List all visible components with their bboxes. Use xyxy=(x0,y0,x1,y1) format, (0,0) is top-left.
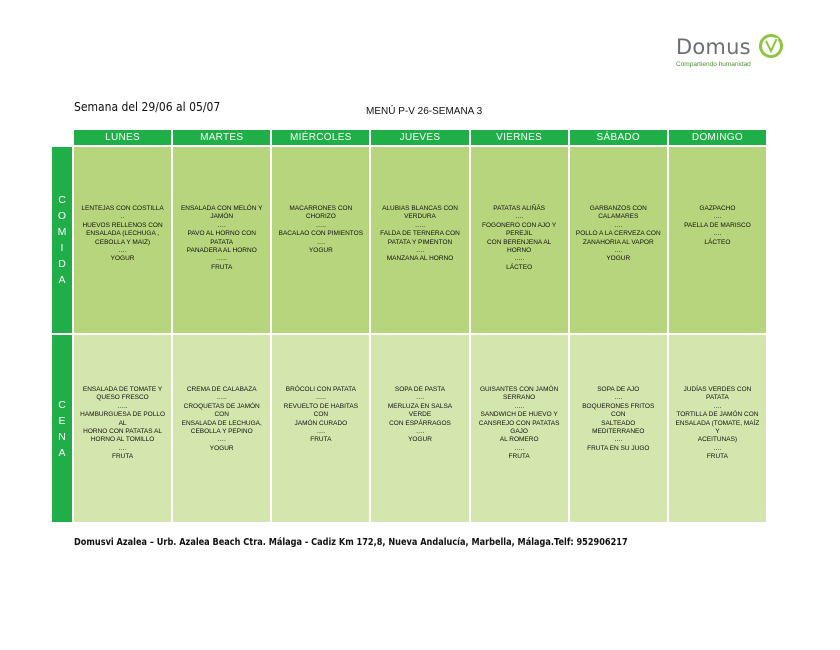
menu-line: SERRANO xyxy=(503,394,536,402)
menu-line: ….. xyxy=(514,255,525,263)
menu-line: ….. xyxy=(216,255,227,263)
menu-line: CANSREJO CON PATATAS GAJO xyxy=(478,419,560,436)
meal-label-letter: M xyxy=(57,226,67,238)
logo-tagline: Compartiendo humanidad xyxy=(676,61,751,68)
menu-cell xyxy=(74,335,171,522)
day-header: MIÉRCOLES xyxy=(272,130,369,145)
table-corner xyxy=(52,130,72,145)
day-header: MARTES xyxy=(173,130,270,145)
menu-line: YOGUR xyxy=(606,255,631,263)
day-header: JUEVES xyxy=(371,130,468,145)
menu-line: FRUTA EN SU JUGO xyxy=(587,444,650,452)
menu-line: POLLO A LA CERVEZA CON xyxy=(575,230,661,238)
menu-line: ….. xyxy=(216,394,227,402)
meal-label-letter: C xyxy=(58,194,66,206)
menu-line: …. xyxy=(514,213,524,221)
menu-line: …. xyxy=(614,394,623,402)
menu-line: …. xyxy=(713,402,722,410)
menu-line: JAMÓN CURADO xyxy=(294,419,348,427)
menu-line: GUISANTES CON JAMÓN xyxy=(479,386,559,393)
footer-address: Domusvi Azalea – Urb. Azalea Beach Ctra. Málaga - Cadiz Km 172,8, Nueva Andalucía, Marbella, Málaga.Telf: 952906217 xyxy=(74,537,628,548)
menu-line: JAMÓN xyxy=(210,213,234,221)
day-header: VIERNES xyxy=(471,130,568,145)
meal-label-cena xyxy=(52,335,72,522)
menu-line: HAMBURGUESA DE POLLO AL xyxy=(80,411,166,427)
meal-label-letter: E xyxy=(58,414,66,427)
menu-line: TORTILLA DE JAMÓN CON xyxy=(676,411,759,419)
menu-line: ENSALADA DE LECHUGA, xyxy=(181,419,262,427)
menu-line: MERLUZA EN SALSA VERDE xyxy=(387,402,453,419)
menu-cell xyxy=(371,147,468,333)
menu-line: JUDÍAS VERDES CON PATATA xyxy=(683,386,752,402)
menu-line: PAVO AL HORNO CON PATATA xyxy=(187,230,256,246)
menu-line: FALDA DE TERNERA CON xyxy=(380,230,460,238)
menu-line: MACARRONES CON CHORIZO xyxy=(289,205,353,221)
menu-line: AL ROMERO xyxy=(499,436,539,444)
menu-cell xyxy=(371,335,468,522)
menu-line: …. xyxy=(415,247,425,255)
menu-line: …. xyxy=(614,247,623,255)
menu-line: CALAMARES xyxy=(598,213,639,221)
menu-cell xyxy=(570,147,667,333)
menu-line: LÁCTEO xyxy=(506,263,533,271)
menu-line: YOGUR xyxy=(308,247,333,255)
menu-line: BACALAO CON PIMIENTOS xyxy=(278,230,364,238)
menu-line: …. xyxy=(217,221,226,229)
menu-line: FRUTA xyxy=(111,453,134,461)
menu-line: CON ESPÁRRAGOS xyxy=(389,419,451,427)
menu-line: SANDWICH DE HUEVO Y xyxy=(480,411,558,419)
menu-cell xyxy=(173,335,270,522)
menu-line: FRUTA xyxy=(508,453,530,461)
menu-line: FOGONERO CON AJO Y PEREJIL xyxy=(481,221,557,238)
menu-line: PANADERA AL HORNO xyxy=(186,247,257,255)
menu-line: FRUTA xyxy=(706,453,729,461)
menu-line: …. xyxy=(217,436,226,444)
menu-line: REVUELTO DE HABITAS CON xyxy=(283,402,359,419)
menu-cell xyxy=(272,335,369,522)
menu-line: FRUTA xyxy=(310,436,332,444)
meal-label-letter: A xyxy=(58,446,66,459)
menu-line: ….. xyxy=(117,402,128,410)
menu-line: ACEITUNAS) xyxy=(697,436,738,444)
menu-line: ZANAHORIA AL VAPOR xyxy=(582,238,654,246)
menu-line: SOPA DE PASTA xyxy=(394,386,446,393)
day-header: SÁBADO xyxy=(570,130,667,145)
menu-line: CEBOLLA Y PEPINO xyxy=(190,428,253,436)
menu-line: PAELLA DE MARISCO xyxy=(684,221,751,229)
menu-line: YOGUR xyxy=(408,436,432,444)
menu-cell xyxy=(173,147,270,333)
menu-line: MANZANA AL HORNO xyxy=(386,255,454,263)
menu-line: …. xyxy=(316,238,325,246)
menu-line: LENTEJAS CON COSTILLA xyxy=(81,205,164,212)
menu-cell xyxy=(272,147,369,333)
menu-cell xyxy=(669,335,766,522)
menu-line: FRUTA xyxy=(211,263,233,271)
day-header: LUNES xyxy=(74,130,171,145)
menu-line: QUESO FRESCO xyxy=(96,394,149,402)
menu-line: VERDURA xyxy=(404,213,436,221)
menu-line: ….. xyxy=(414,221,426,229)
menu-cell xyxy=(471,147,568,333)
menu-line: …. xyxy=(415,394,425,402)
meal-label-letter: I xyxy=(60,242,64,254)
menu-table xyxy=(52,130,766,522)
menu-line: …. xyxy=(713,213,722,221)
menu-cell xyxy=(669,147,766,333)
menu-cell xyxy=(570,335,667,522)
menu-line: …. xyxy=(614,221,623,229)
menu-title: MENÚ P-V 26-SEMANA 3 xyxy=(366,106,483,117)
day-header: DOMINGO xyxy=(669,130,766,145)
meal-label-letter: A xyxy=(58,274,66,286)
domusvi-logo xyxy=(676,33,796,73)
menu-line: ENSALADA (TOMATE, MAÍZ Y xyxy=(675,419,760,436)
menu-line: CROQUETAS DE JAMÓN CON xyxy=(183,402,260,419)
menu-line: …. xyxy=(118,247,127,255)
menu-line: …. xyxy=(713,230,722,238)
meal-label-letter: O xyxy=(57,210,67,222)
week-label: Semana del 29/06 al 05/07 xyxy=(74,100,221,114)
menu-line: YOGUR xyxy=(110,255,135,263)
menu-line: HORNO CON PATATAS AL xyxy=(83,428,162,436)
meal-label-letter: C xyxy=(58,398,66,411)
menu-line: LÁCTEO xyxy=(704,238,731,246)
menu-line: PATATAS ALIÑÁS xyxy=(493,205,546,212)
menu-line: …. xyxy=(614,436,623,444)
menu-cell xyxy=(471,335,568,522)
menu-line: BOQUERONES FRITOS CON xyxy=(582,402,655,419)
menu-line: …. xyxy=(316,428,325,436)
menu-line: ENSALADA DE TOMATE Y xyxy=(82,386,163,393)
menu-line: ….. xyxy=(315,394,326,402)
menu-line: CREMA DE CALABAZA xyxy=(186,386,257,393)
menu-line: HUEVOS RELLENOS CON xyxy=(82,221,163,229)
menu-cell xyxy=(74,147,171,333)
menu-line: CON BERENJENA AL HORNO xyxy=(486,238,552,255)
menu-line: CEBOLLA Y MAIZ) xyxy=(95,238,151,246)
menu-line: HORNO AL TOMILLO xyxy=(90,436,155,444)
menu-line: …. xyxy=(118,444,127,452)
menu-line: …. xyxy=(415,428,425,436)
logo-vi-icon xyxy=(758,33,784,59)
menu-line: ….. xyxy=(514,402,525,410)
menu-line: …. xyxy=(713,444,722,452)
menu-line: ENSALADA CON MELÓN Y xyxy=(180,205,263,212)
logo-wordmark: Domus xyxy=(676,35,751,59)
menu-line: YOGUR xyxy=(209,444,234,452)
meal-label-comida xyxy=(52,147,72,333)
menu-line: ….. xyxy=(315,221,326,229)
meal-label-letter: N xyxy=(58,430,66,443)
menu-line: ALUBIAS BLANCAS CON xyxy=(382,205,458,212)
meal-label-letter: D xyxy=(58,258,66,270)
menu-line: ENSALADA (LECHUGA , xyxy=(86,230,160,238)
menu-line: ….. xyxy=(514,444,525,452)
menu-line: GARBANZOS CON xyxy=(589,205,647,212)
menu-line: GAZPACHO xyxy=(699,205,736,212)
menu-line: SALTEADO MEDITERRANEO xyxy=(592,419,645,436)
menu-line: .. xyxy=(120,213,125,221)
menu-line: SOPA DE AJO xyxy=(597,386,640,393)
menu-line: BRÓCOLI CON PATATA xyxy=(285,386,356,393)
menu-line: PATATA Y PIMENTON xyxy=(387,238,453,246)
